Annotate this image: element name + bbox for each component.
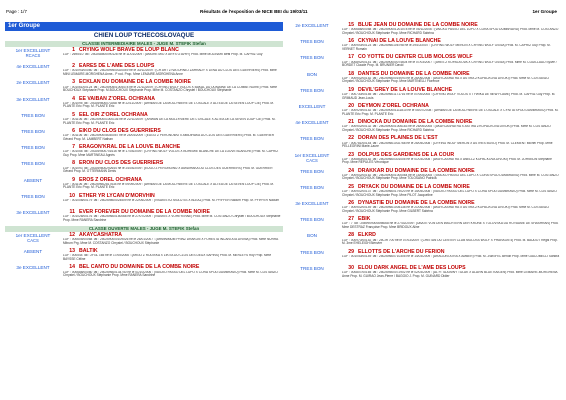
award: RCACS	[25, 53, 41, 58]
catalog-number: 23	[348, 151, 354, 158]
dog-name: EARES DE L'AME DES LOUPS	[79, 63, 155, 70]
rating	[284, 136, 340, 141]
rating	[284, 169, 340, 174]
rating	[5, 97, 61, 102]
dog-name: EVER FOREVER DU DOMAINE DE LA COMBE NOIRE	[79, 208, 210, 215]
dog-details: LOF : 001093/00080 Tat : 2502699500020049 né le 30/11/2009 : (CH ART Z'IVATORNEJ ZAHRADY X LENA DU CLOS DES GUERRIERS) Prod. Mme MINI LEMAIRE-MORGHENA Anne-. P rod. Prop. Mme LEMAIRE-MORGHENA Anne	[63, 69, 277, 76]
dog-name: ETHER YR LYCAN D'MORVHIN	[79, 192, 155, 199]
rating	[5, 194, 61, 199]
entry-row	[5, 160, 283, 176]
dog-name: BLUE JEAN DU DOMAINE DE LA COMBE NOIRE	[358, 22, 478, 28]
entry-row	[5, 248, 283, 264]
dog-name: DOLPUS DES GARDIENS DE LA COUR	[358, 151, 455, 158]
catalog-number: 25	[348, 183, 354, 190]
catalog-number: 2	[72, 63, 75, 70]
dog-details: LOF : 000688/00080 Tat : 250269600134740 né le 01/10/2006 : (VAICKO PASSO DEL LUPO X CORA SPOD DUMBRAVIU) Prod. Mme M. COSTANZO Chrystel / BOUCHOUX Stéphanie Prop. Mme RANERA Sandrine	[63, 270, 278, 278]
dog-name: EROS Z OREL OCHRANA	[79, 176, 143, 183]
rating	[5, 178, 61, 183]
entry-row	[284, 200, 562, 216]
rating	[5, 265, 61, 270]
rating-text: TRES BON	[21, 128, 45, 134]
dog-name: CO YOTTE DU CENTER CLUB MOLOSS WOLF	[358, 54, 473, 61]
entry-row	[5, 63, 283, 79]
rating-text: TRES BON	[21, 193, 45, 199]
dog-name: ECKLAN DU DOMAINE DE LA COMBE NOIRE	[79, 79, 191, 86]
dog-name: DANTES DU DOMAINE DE LA COMBE NOIRE	[358, 70, 470, 77]
entry-row	[284, 249, 562, 265]
page-title: Résultats de l'exposition de NICE BEI du 19/03/11	[200, 9, 308, 14]
catalog-number: 8	[72, 160, 75, 167]
rating	[284, 72, 340, 77]
dog-name: EE VAIBAN Z'OREL OCHRANA	[79, 95, 155, 102]
catalog-number: 1	[72, 47, 75, 53]
catalog-number: 5	[72, 111, 75, 118]
rating-text: 3e EXCELLENT	[295, 201, 329, 207]
catalog-number: 9	[72, 176, 75, 183]
rating-text: TRES BON	[300, 87, 324, 93]
dog-details: LOF : 001061/00124 Tat : 2502690501005478 né le 21/11/2009 : (CRYING WOLF VOLOS X BAKAL DU DOMAINE DE LA COMBE NOIRE) Prod. Mme BOUCHOUX Stéphanie Prop. M.BOUCHOUX Stéphanie Prop. Mme M. COSTANZO Chrystel / BOUCHOUX Stéphanie	[63, 85, 278, 93]
catalog-number: 22	[348, 135, 354, 142]
rating-text: TRES BON	[300, 265, 324, 271]
entry-row	[284, 103, 562, 119]
catalog-number: 29	[348, 248, 354, 255]
dog-details: LOF : 000730/00155 Tat : 250269601171716 né le 07/06/2008 : (CRYING WOLF VOLOS X TYWIKA DE NEW FLAME) Prod. M. CAPRIZ Guy Prop. M. GRIMAUD Jean-Louis	[342, 92, 556, 100]
dog-details: LOF : 001106 Tat : 2502690001000136 né le 22/11/2009 : (ARWAN DE LA MOLLYNIERE DE L'OSCALE X ALTEA DE LA SEVEN LOUP CIE) Prod. M. PLANTE Eric Prop. M. PLANTE Eric	[63, 117, 276, 125]
entry-row	[284, 135, 562, 151]
dog-details: LOF : 000860/00152 Tat : 250269600301005 né le 01/03/2008 : (AKAYCASHATRA X ANELLZ KOPACKOVA DIVOKI) Prod. M. JOHNSON Stéphane Prop. Mme REPULES Véronique	[342, 157, 552, 165]
dog-details: LOF : 000902/00132 Tat : 2502690001006183 né le 26/06/2008 : (AKAYCASHATRA X ASTIRA Z'KOPACKOVA DIVOKI) Prod. Mme M. COSTANZO Chrystel / BOUCHOUX Stéphanie Prop. Mme RICHARD Sabrina	[342, 125, 551, 132]
dog-details: LOF : 001093 Tat : 250269600292644 né le 24/04/2009 : (EUGO Z PERONOWU X AMIDIHAKA DU CLOS DES GUERRIERS) Prod. M. GUERRIER Gérard Prop. M. OTTERMANN Denis	[63, 166, 273, 174]
dog-details: LOF : 001026/00176 Tat : 250269600150068 né le 27/07/2009 : (VIASKIS X VOHEYENNE) Prod. Mme M. COSTANZO Chrystel / BOUCHOUX Stéphanie Prop. Mme RANERA Sandrine	[63, 215, 281, 222]
rating	[5, 249, 61, 254]
dog-name: EEL OIR Z'OREL OCHRANA	[79, 111, 148, 118]
catalog-number: 7	[72, 144, 75, 151]
left-column	[5, 22, 283, 281]
rating-text: 3e EXCELLENT	[16, 265, 50, 271]
entry-row	[284, 265, 562, 281]
rating	[5, 233, 61, 243]
rating-text: ABSENT	[23, 177, 43, 183]
rating	[5, 145, 61, 150]
catalog-number: 21	[348, 119, 354, 126]
catalog-number: 3	[72, 79, 75, 86]
catalog-number: 17	[348, 54, 354, 61]
breed-title: CHIEN LOUP TCHECOSLOVAQUE	[93, 32, 195, 39]
rating-text: TRES BON	[300, 184, 324, 190]
rating	[5, 210, 61, 215]
entry-row	[284, 184, 562, 200]
dog-details: LOF : 000929/00152 Tat : 2502690001111810 né le 06/07/2008 : (ARWAN DE LA MOLLYNIERE DE L'OSCALE X CYNTIA SPOD DUMBRAVIU) Prod. M. PLANTE Eric Prop. M. PLANTE Eric	[342, 109, 559, 116]
catalog-number: 4	[72, 95, 75, 102]
dog-details: LOF : 000807/00165 Tat : 250269500072902 né le 02/03/2009 : (AL FI TAJOMNY TULAK X ALAVIN BLUE KAIGEN) Prod. Mme LEMAIRE-MORGHENA Anne Prop. M. GUIRAO Jean-Pierre / BAGGIO J. Prop. M. GUINARD Didier	[342, 271, 558, 278]
dog-details: LOF : 001106 Tat : 250269602817634 né le 09/09/2009 : (ARWAN DE LA MOLLYNIERE DE L'OSCALE X ALTEA DE LA SEVEN LOUP CIE) Prod. M. PLANTE Eric Prop. M. PLANTE Eric	[63, 182, 274, 190]
rating	[284, 233, 340, 238]
rating-text: TRES BON	[300, 217, 324, 223]
rating-text: TRES BON	[300, 136, 324, 142]
catalog-number: 27	[348, 216, 354, 223]
catalog-number: 13	[69, 248, 75, 255]
rating	[284, 185, 340, 190]
dog-details: LOF : 000902/00149 Tat : 250269601005138 né le 21/06/2008 : (AKAYCASHATRA X ASTIRA Z'KOPACKOVA DIVOKI) Prod. Mme M. COSTANZO Chrystel / BOUCHOUX Stéphanie Prop. Mme GILBERT Sabrina	[342, 206, 550, 213]
entries-list	[284, 22, 562, 281]
page-number: Page : 1/7	[6, 9, 27, 14]
rating	[5, 48, 61, 58]
catalog-number: 15	[348, 22, 354, 28]
dog-details: LOF : 001040/00149 Tat : 250269600710305 né le 14/03/2009 : (ARAGONTATRA X AMBER) Prod. M. ZWEIFEL Benoit Prop. Mme GIACOMELLI Sandra	[342, 254, 560, 258]
rating	[284, 55, 340, 60]
rating-text: TRES BON	[300, 39, 324, 45]
entry-row	[5, 144, 283, 160]
rating-text: ABSENT	[23, 249, 43, 255]
catalog-number: 26	[348, 200, 354, 207]
award: CACS	[27, 238, 39, 244]
entry-row	[284, 216, 562, 232]
page-header	[0, 6, 566, 16]
dog-name: DRYACK DU DOMAINE DE LA COMBE NOIRE	[358, 183, 470, 190]
entry-row	[284, 71, 562, 87]
rating	[5, 113, 61, 118]
catalog-number: 28	[348, 232, 354, 239]
class-banner-intermediate: CLASSE INTERMEDIAIRE MALES - JUGE M. STEFIK Stefan	[5, 41, 283, 47]
entry-row	[284, 168, 562, 184]
group-label-right: 1er Groupe	[532, 9, 557, 14]
dog-name: CRYING WOLF BRAVE DE LOUP BLANC	[79, 47, 179, 53]
dog-name: DEYMON Z'OREL OCHRANA	[358, 102, 429, 109]
rating-text: BON	[307, 233, 317, 239]
dog-details: LOF : 000605/00068 Tat : 2502690000109026 né le 26/01/2007 : (ARMINIMUM PRINZ DRAKON X FORESTA INCANTATA DIVINA) Prod. Mme NURRA Mitrum Prg. Mme M. COSTANZO Chrystel / BOUCHOUX Stéphanie	[63, 238, 279, 245]
dog-name: ERAGON'KRAL DE LA LOUVE BLANCHE	[79, 144, 181, 151]
right-column	[284, 22, 562, 281]
dog-name: BALTIK	[79, 248, 98, 255]
entry-row	[5, 264, 283, 280]
entry-row	[284, 119, 562, 135]
entry-row	[284, 54, 562, 70]
dog-details: LOF : 000902/00162 Tat : 2502690001000084 né le 15/05/2008 : (VAICKO PASSO DEL LUPO X CORA SPOD DUMBRAVIU) Prod. Mme M. COSTANZO Chrystel / BOUCHOUX Stéphanie Prop. Mme TOLOSANO Patricia	[342, 173, 559, 181]
entry-row	[5, 209, 283, 225]
dog-name: ELOU DARK ANGEL DE L'AME DES LOUPS	[358, 264, 466, 271]
rating-text: TRES BON	[21, 161, 45, 167]
dog-name: ELLOTTS DE L'ARCHE DU FERION	[358, 248, 445, 255]
rating	[5, 80, 61, 85]
dog-details: LOF : 000544 Tat : 2FGL 165 né le 17/05/2006 : (ARGO Z RODIXKA X LIKITA DU CLOS DES DEUX SAPINS) Prod. M. MERLEYS Roy Prop. Mme BAYSSE Céline	[63, 254, 272, 262]
rating-text: 2e EXCELLENT	[16, 80, 50, 86]
rating	[284, 250, 340, 255]
dog-name: ELKRD	[358, 232, 376, 239]
dog-details: LOF : 000892/00141 Tat : 2502690000074604 né le 07/03/2007 : (ARES Z KOPACKOVA X CRYING WOLF OSSIA) Prod. Mme M. COUILLAUD Sylvie / BORDET Claude Prop. M. BRUNIER David	[342, 60, 557, 68]
entry-row	[5, 177, 283, 193]
class-banner-open: CLASSE OUVERTE MALES - JUGE M. STEFIK Stefan	[5, 226, 283, 232]
entry-row	[5, 79, 283, 95]
rating-text: TRES BON	[21, 145, 45, 151]
rating	[284, 104, 340, 109]
rating	[5, 161, 61, 166]
group-banner: 1er Groupe	[5, 22, 283, 31]
rating	[5, 64, 61, 69]
dog-name: AKAYCASHATRA	[79, 232, 122, 239]
rating-text: TRES BON	[300, 168, 324, 174]
entry-row	[5, 193, 283, 209]
dog-name: DEVIL'GREY DE LA LOUVE BLANCHE	[358, 86, 453, 93]
catalog-number: 6	[72, 127, 75, 134]
rating	[284, 23, 340, 28]
dog-name: DINOCKA DU DOMAINE DE LA COMBE NOIRE	[358, 119, 473, 126]
entry-row	[5, 47, 283, 63]
dog-name: ERON DU CLOS DES GUERRIERS	[79, 160, 164, 167]
catalog-number: 19	[348, 86, 354, 93]
dog-details: LOF : 001058 Tat : 250269500701616 né le 17/04/2009 : (CRYING WOLF VOLOS X BOHEMIE BLANCHE DE LA LOUVE BLANCHE) Prod. M. CAPRIZ Guy Prop. Mme MARTINEAU Agnès	[63, 150, 279, 157]
dog-name: EBIK	[358, 216, 371, 223]
dog-name: BEL CANTO DU DOMAINE DE LA COMBE NOIRE	[79, 264, 200, 271]
catalog-number: 30	[348, 264, 354, 271]
rating	[284, 39, 340, 44]
dog-name: DORAN DES PLAINES DE L'EST	[358, 135, 438, 142]
entry-row	[5, 128, 283, 144]
dog-details: LOF : 000688/00058 Tat : 2502690001201078 né le 05/11/2006 : (VAICKO PASSO DEL LUPO X CORA SPOD DUMBRAVIU) Prod. Mme M. COSTANZO Chrystel / BOUCHOUX Stéphanie Prop. Mme RICHARD Sabrina	[342, 28, 559, 35]
dog-details: LOF : 000781/00144 Tat : 250269601002768 né le 26/05/2008 : (CRYING WOLF MERLIN X ASTRES BOSO) Prod. M. CLEMENT Michel Prop. Mme PELLEGRINI Marie-Laure	[342, 141, 553, 149]
rating-text: 1er EXCELLENT	[15, 233, 51, 239]
dog-name: EIKO DU CLOS DES GUERRIERS	[79, 127, 161, 134]
catalog-number: 20	[348, 102, 354, 109]
catalog-number: 24	[348, 167, 354, 174]
rating-text: BON	[307, 71, 317, 77]
rating-text: 4e EXCELLENT	[16, 64, 50, 70]
rating	[284, 120, 340, 125]
catalog-number: 14	[69, 264, 75, 271]
catalog-number: 11	[69, 208, 75, 215]
rating-text: 1er EXCELLENT	[294, 152, 330, 158]
entry-row	[284, 152, 562, 168]
dog-details: LOF : 000900/00123 Tat : 25026960106798 né le 29/10/2007 : (CRYING WOLF MERLIN X CRYING WOLF OSSIA) Prod. M. CAPRIZ Guy Prop. M. VERNET Romain	[342, 44, 551, 51]
dog-details: LOF : 000970/00152 Tat : 25CIR 700 né le 07/03/2009 : (CHEITAN DU CENTER CLUB MOLOSS WOLF X PHARAON 4) Prod. M. BAUDOT Régis Prop. M. 3me EHELEIGH Bienvier	[342, 238, 558, 246]
dog-details: LOF : 001008/00179 Tat : 250269800024509 né le 22/06/2009 : (VISAKIS KZ MOLU SS X BLEAZ) Prod. M. PFIFFER Naoum Prop. M. PFIFFER Naoum	[63, 198, 280, 202]
catalog-number: 12	[69, 232, 75, 239]
rating	[284, 153, 340, 163]
entry-row	[284, 87, 562, 103]
rating-text: TRES BON	[300, 55, 324, 61]
rating-text: 3e EXCELLENT	[16, 96, 50, 102]
rating-text: TRES BON	[300, 249, 324, 255]
dog-details: LOF : 001095 Tat : 250269600070268 né le 22/11/2009 : (ARWAN DE LA MOLLYNIERE DE L'OSCALE X ALTEA DE LA SEVEN LOUP CIE) Prod. M. PLANTE Eric Prop. M. PLANTE Eric	[63, 101, 274, 109]
entry-row	[284, 22, 562, 38]
rating	[284, 88, 340, 93]
entries-list	[5, 232, 283, 281]
dog-name: DYNASTIE DU DOMAINE DE LA COMBE NOIRE	[358, 200, 475, 207]
rating-text: 3e EXCELLENT	[16, 209, 50, 215]
rating-text: TRES BON	[21, 112, 45, 118]
dog-name: CKYNAI DE LA LOUVE BLANCHE	[358, 38, 441, 45]
rating	[5, 129, 61, 134]
dog-name: DRAKKAR DU DOMAINE DE LA COMBE NOIRE	[358, 167, 475, 174]
entry-row	[5, 96, 283, 112]
dog-details: LOF : 2695/10 Tat : 250268500090128 né le 11/01/2009 : (AMORE MIO X ARYS O'AVRY) Prod. Mme MOLINARI Betti Prop. M. CAPRIZ Guy	[63, 53, 263, 57]
rating-text: 4e EXCELLENT	[295, 120, 329, 126]
entry-row	[5, 232, 283, 248]
catalog-number: 16	[348, 38, 354, 45]
dog-details: LOF : 000902/00137 Tat : 250269600179020 né le 15/05/2008 : (VAICKO PASSO DEL LUPO X CORA SPOD DUMBRAVIU) Prod. Mme M. COSTANZO Chrystel / BOUCHOUX Stéphanie Prop. Mme PILOT Jacqueline	[342, 190, 557, 197]
award: CACS	[306, 157, 318, 163]
rating	[284, 217, 340, 222]
dog-details: LOF : 000902/00152 Tat : 250269600019093 né le 26/06/2008 : (AKAYCASHATRA X ASTIRA Z'KOPACKOVA DIVOKI) Prod. Mme M. COSTANZO Chrystel / BOUCHOUX Stéphanie Prop. Mme MARTINELLI Florence	[342, 76, 550, 84]
rating-text: 1er EXCELLENT	[15, 48, 51, 53]
rating-text: 2e EXCELLENT	[295, 23, 329, 28]
rating-text: EXCELLENT	[298, 103, 326, 109]
entry-row	[284, 38, 562, 54]
dog-details: LOF : 001106 Tat : 2502690008030057 né le 24/04/2009 : (EUGO Z PERONOWU X AMIDIHAKA DU CLOS DES GUERRIERS) Prod. M. GUERRIER Gérard Prop. M. LAMBERT Nathan	[63, 134, 275, 141]
entries-list	[5, 47, 283, 225]
catalog-number: 18	[348, 70, 354, 77]
rating	[284, 266, 340, 271]
entry-row	[284, 232, 562, 248]
entry-row	[5, 112, 283, 128]
dog-details: LOF : 7 Tat : 2569909000698068 né le 27/02/2009 : (UBATE VON DEN WACHTERN DER KRONE X TOLOVSKA DU ROYAUME DE SHASHRAN) Prod. Mme DESTRAZ Françoise Prop. Mme BRIDOUX Aline	[342, 222, 559, 230]
rating	[284, 201, 340, 206]
catalog-number: 10	[69, 192, 75, 199]
